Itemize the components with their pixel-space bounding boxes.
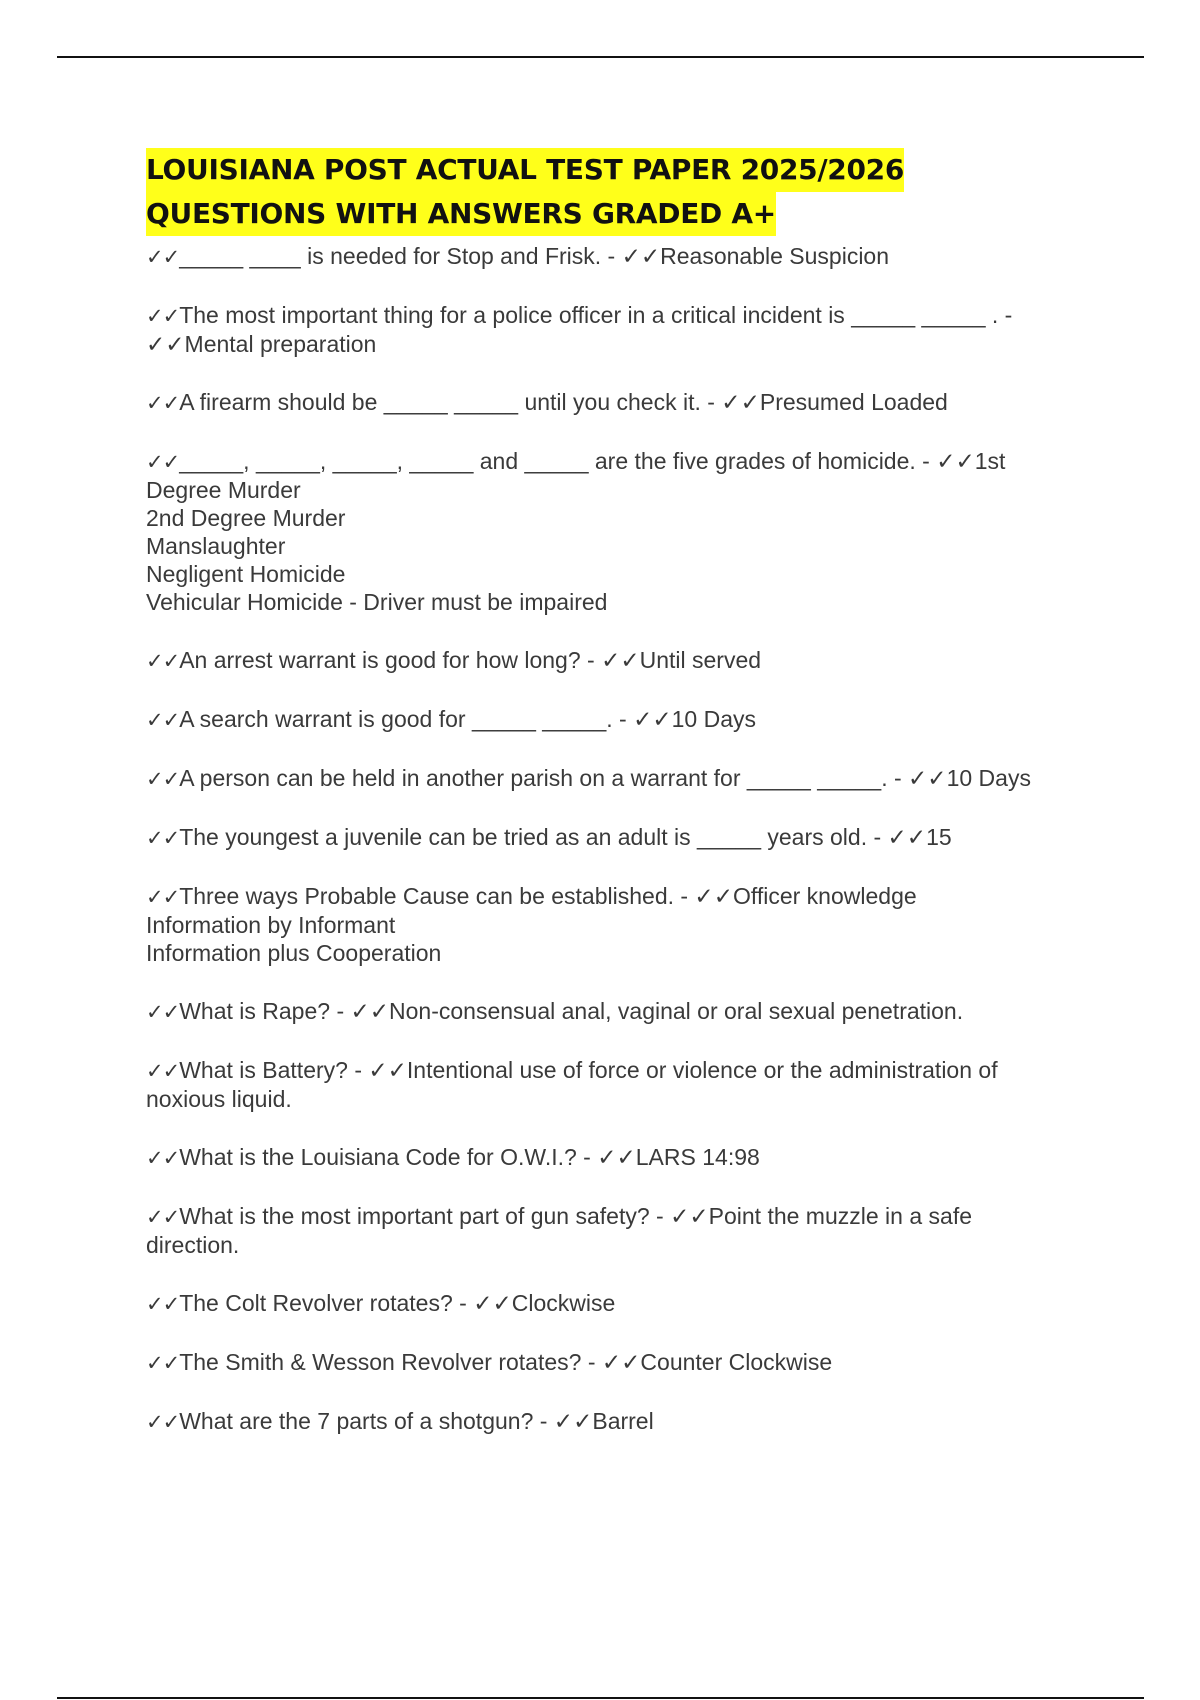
- qa-item: [146, 646, 1106, 675]
- qa-answer-line: [146, 1085, 1106, 1113]
- qa-text: direction.: [146, 1232, 240, 1258]
- qa-answer-line: [146, 476, 1106, 504]
- qa-text: The Colt Revolver rotates? - ✓✓Clockwise: [179, 1290, 616, 1316]
- qa-text: The most important thing for a police officer in a critical incident is _____ _____ . -: [179, 302, 1013, 328]
- title-line: LOUISIANA POST ACTUAL TEST PAPER 2025/2026: [146, 148, 904, 192]
- qa-item: [146, 1143, 1106, 1172]
- check-mark-icon: ✓✓: [146, 1410, 180, 1434]
- qa-item: [146, 764, 1106, 793]
- check-mark-icon: ✓✓: [146, 450, 180, 474]
- qa-text: Vehicular Homicide - Driver must be impaired: [146, 589, 608, 615]
- qa-text: 2nd Degree Murder: [146, 505, 346, 531]
- page-top-rule: [57, 56, 1144, 58]
- qa-text: A person can be held in another parish on a warrant for _____ _____. - ✓✓10 Days: [179, 765, 1031, 791]
- qa-answer-line: [146, 532, 1106, 560]
- qa-text: What is the most important part of gun safety? - ✓✓Point the muzzle in a safe: [179, 1203, 972, 1229]
- qa-item: [146, 447, 1106, 616]
- page-bottom-rule: [57, 1697, 1144, 1699]
- qa-answer-line: [146, 1231, 1106, 1259]
- qa-text: ✓✓Mental preparation: [146, 331, 377, 357]
- qa-question-line: [146, 1407, 1106, 1436]
- qa-question-line: [146, 882, 1106, 911]
- check-mark-icon: ✓✓: [146, 391, 180, 415]
- qa-item: [146, 242, 1106, 271]
- qa-question-line: [146, 1143, 1106, 1172]
- qa-question-line: [146, 1056, 1106, 1085]
- qa-question-line: [146, 242, 1106, 271]
- qa-item: [146, 1202, 1106, 1259]
- qa-question-line: [146, 646, 1106, 675]
- qa-item: [146, 1289, 1106, 1318]
- check-mark-icon: ✓✓: [146, 245, 180, 269]
- qa-item: [146, 823, 1106, 852]
- qa-text: _____, _____, _____, _____ and _____ are the five grades of homicide. - ✓✓1st: [179, 448, 1006, 474]
- check-mark-icon: ✓✓: [146, 1351, 180, 1375]
- qa-text: What are the 7 parts of a shotgun? - ✓✓Barrel: [179, 1408, 654, 1434]
- qa-item: [146, 388, 1106, 417]
- qa-question-line: [146, 301, 1106, 330]
- check-mark-icon: ✓✓: [146, 1000, 180, 1024]
- check-mark-icon: ✓✓: [146, 708, 180, 732]
- qa-question-line: [146, 1202, 1106, 1231]
- qa-text: An arrest warrant is good for how long? - ✓✓Until served: [179, 647, 762, 673]
- qa-question-line: [146, 388, 1106, 417]
- qa-item: [146, 705, 1106, 734]
- qa-answer-line: [146, 588, 1106, 616]
- check-mark-icon: ✓✓: [146, 767, 180, 791]
- qa-text: The Smith & Wesson Revolver rotates? - ✓✓Counter Clockwise: [179, 1349, 833, 1375]
- title-line: QUESTIONS WITH ANSWERS GRADED A+: [146, 192, 776, 236]
- check-mark-icon: ✓✓: [146, 1292, 180, 1316]
- qa-question-line: [146, 764, 1106, 793]
- qa-item: [146, 301, 1106, 358]
- qa-text: What is the Louisiana Code for O.W.I.? - ✓✓LARS 14:98: [179, 1144, 760, 1170]
- qa-answer-line: [146, 330, 1106, 358]
- qa-question-line: [146, 1348, 1106, 1377]
- check-mark-icon: ✓✓: [146, 826, 180, 850]
- qa-text: _____ ____ is needed for Stop and Frisk. - ✓✓Reasonable Suspicion: [179, 243, 890, 269]
- qa-text: Manslaughter: [146, 533, 286, 559]
- document-title: [146, 148, 1106, 236]
- qa-item: [146, 997, 1106, 1026]
- qa-item: [146, 1348, 1106, 1377]
- qa-text: Three ways Probable Cause can be established. - ✓✓Officer knowledge: [179, 883, 917, 909]
- qa-text: Information plus Cooperation: [146, 940, 442, 966]
- qa-question-line: [146, 705, 1106, 734]
- qa-answer-line: [146, 939, 1106, 967]
- check-mark-icon: ✓✓: [146, 304, 180, 328]
- check-mark-icon: ✓✓: [146, 649, 180, 673]
- qa-text: Information by Informant: [146, 912, 396, 938]
- qa-question-line: [146, 1289, 1106, 1318]
- check-mark-icon: ✓✓: [146, 1059, 180, 1083]
- qa-text: What is Battery? - ✓✓Intentional use of force or violence or the administration of: [179, 1057, 998, 1083]
- check-mark-icon: ✓✓: [146, 1205, 180, 1229]
- check-mark-icon: ✓✓: [146, 885, 180, 909]
- document-body: [146, 148, 1106, 1466]
- check-mark-icon: ✓✓: [146, 1146, 180, 1170]
- qa-text: What is Rape? - ✓✓Non-consensual anal, vaginal or oral sexual penetration.: [179, 998, 964, 1024]
- qa-text: A firearm should be _____ _____ until you check it. - ✓✓Presumed Loaded: [179, 389, 948, 415]
- qa-text: Negligent Homicide: [146, 561, 346, 587]
- qa-answer-line: [146, 911, 1106, 939]
- qa-answer-line: [146, 560, 1106, 588]
- qa-item: [146, 1407, 1106, 1436]
- qa-question-line: [146, 997, 1106, 1026]
- qa-text: The youngest a juvenile can be tried as an adult is _____ years old. - ✓✓15: [179, 824, 952, 850]
- qa-item: [146, 1056, 1106, 1113]
- qa-question-line: [146, 447, 1106, 476]
- qa-list: [146, 242, 1106, 1436]
- qa-text: A search warrant is good for _____ _____. - ✓✓10 Days: [179, 706, 757, 732]
- qa-text: Degree Murder: [146, 477, 301, 503]
- qa-item: [146, 882, 1106, 967]
- qa-answer-line: [146, 504, 1106, 532]
- qa-text: noxious liquid.: [146, 1086, 292, 1112]
- qa-question-line: [146, 823, 1106, 852]
